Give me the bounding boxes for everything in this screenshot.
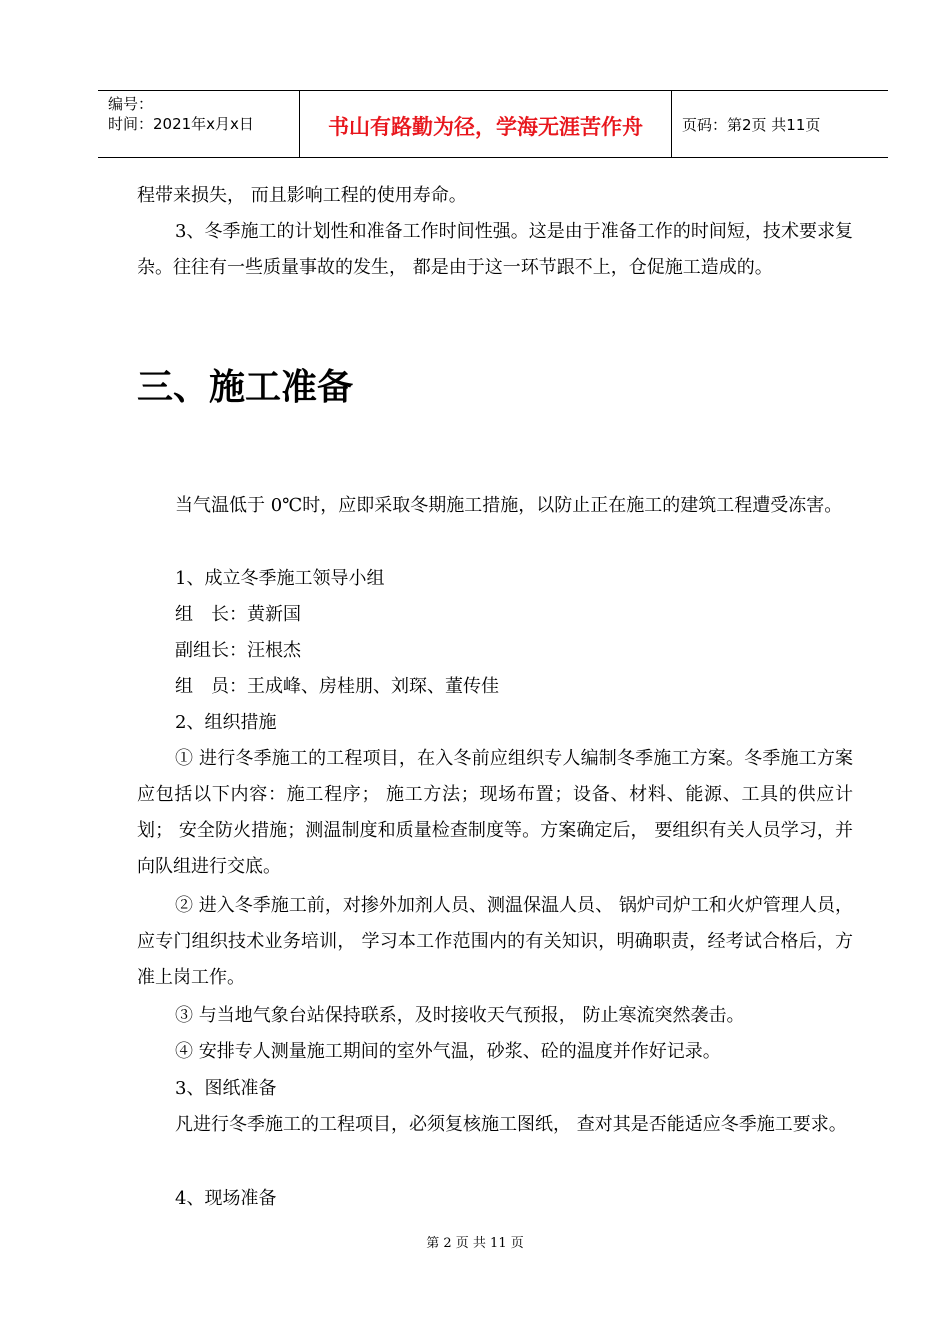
measure-4: ④ 安排专人测量施工期间的室外气温，砂浆、砼的温度并作好记录。 <box>175 1041 721 1062</box>
paragraph-continuation: 程带来损失， 而且影响工程的使用寿命。 <box>137 185 467 206</box>
group-vice-leader: 副组长：汪根杰 <box>175 640 301 661</box>
measure-3: ③ 与当地气象台站保持联系，及时接收天气预报， 防止寒流突然袭击。 <box>175 1005 745 1026</box>
page-footer: 第 2 页 共 11 页 <box>426 1236 524 1251</box>
page-header <box>98 90 888 158</box>
measure-1: ① 进行冬季施工的工程项目，在入冬前应组织专人编制冬季施工方案。冬季施工方案应包括以下内容：施工程序； 施工方法；现场布置；设备、材料、能源、工具的供应计划； 安全防火措施；测温制度和质量检查制度等。方案确定后， 要组织有关人员学习，并向队组进行交底。 <box>137 748 853 877</box>
paragraph-item-3: 3、冬季施工的计划性和准备工作时间性强。这是由于准备工作的时间短，技术要求复杂。往往有一些质量事故的发生， 都是由于这一环节跟不上，仓促施工造成的。 <box>137 221 853 278</box>
item-2-title: 2、组织措施 <box>175 712 277 733</box>
item-3-title: 3、图纸准备 <box>175 1078 277 1099</box>
group-leader: 组 长：黄新国 <box>175 604 301 625</box>
document-time-label: 时间：2021年x月x日 <box>108 115 254 133</box>
section-heading: 三、施工准备 <box>137 367 354 408</box>
item-4-title: 4、现场准备 <box>175 1188 277 1209</box>
header-motto: 书山有路勤为径，学海无涯苦作舟 <box>300 91 672 157</box>
header-meta-cell <box>98 91 300 157</box>
document-number-label: 编号： <box>108 95 154 113</box>
group-members: 组 员：王成峰、房桂朋、刘琛、董传佳 <box>175 676 499 697</box>
drawing-preparation-text: 凡进行冬季施工的工程项目，必须复核施工图纸， 查对其是否能适应冬季施工要求。 <box>175 1114 847 1135</box>
header-page-info: 页码：第2页 共11页 <box>682 115 821 134</box>
item-1-title: 1、成立冬季施工领导小组 <box>175 568 385 589</box>
measure-2: ② 进入冬季施工前，对掺外加剂人员、测温保温人员、 锅炉司炉工和火炉管理人员，应专门组织技术业务培训， 学习本工作范围内的有关知识，明确职责，经考试合格后，方准上岗工作。 <box>137 895 853 988</box>
paragraph-intro: 当气温低于 0℃时，应即采取冬期施工措施，以防止正在施工的建筑工程遭受冻害。 <box>175 495 843 516</box>
